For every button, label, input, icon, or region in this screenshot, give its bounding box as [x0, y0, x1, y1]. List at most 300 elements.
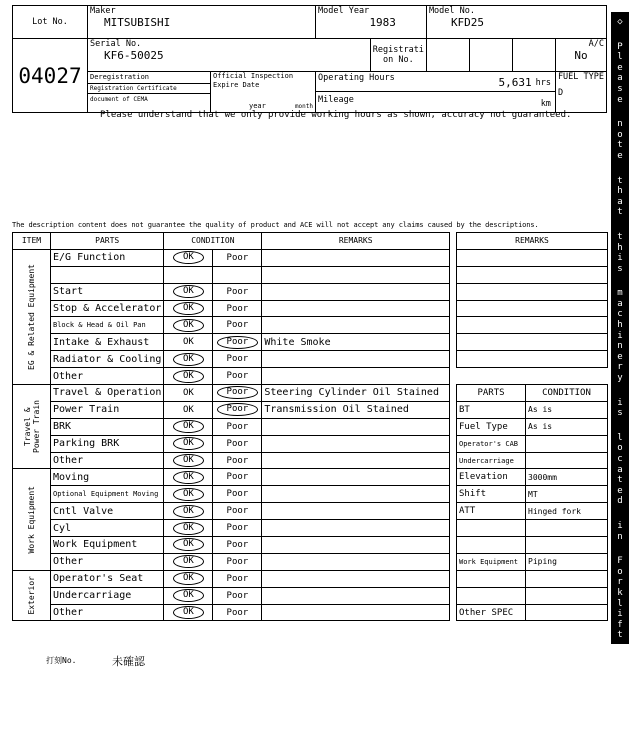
- remark-text: Steering Cylinder Oil Stained: [262, 385, 450, 402]
- ok-circled: OK: [173, 370, 204, 383]
- sidebar-char: l: [617, 598, 623, 609]
- model-year-cell: [316, 6, 427, 39]
- right-remarks-row: [457, 283, 608, 300]
- poor-option: Poor: [226, 489, 249, 500]
- ok-circled: OK: [173, 555, 204, 568]
- condition-ok-cell: [164, 553, 213, 570]
- condition-row: [13, 351, 450, 368]
- inspection-cell: [211, 72, 316, 113]
- operating-hours-value: 5,631: [498, 76, 532, 89]
- sidebar-char: ◇: [617, 743, 623, 754]
- poor-option: Poor: [226, 506, 249, 517]
- ok-option: OK: [182, 404, 194, 415]
- poor-option: Poor: [226, 590, 249, 601]
- poor-option: Poor: [226, 371, 249, 382]
- item-group-label: EG & Related Equipment: [27, 263, 36, 370]
- condition-row: [13, 334, 450, 351]
- spec-row: [457, 469, 608, 486]
- part-name: Intake & Exhaust: [51, 334, 164, 351]
- condition-ok-cell: [164, 368, 213, 385]
- condition-row: [13, 452, 450, 469]
- condition-ok-cell: [164, 486, 213, 503]
- right-remarks-row: [457, 266, 608, 283]
- part-name: Power Train: [51, 401, 164, 418]
- sidebar-char: n: [617, 341, 623, 352]
- condition-poor-cell: [213, 553, 262, 570]
- item-group-cell: [13, 249, 51, 384]
- registration-box-1: [426, 39, 469, 72]
- condition-ok-cell: [164, 266, 213, 283]
- registration-certificate-label: Registration Certificate: [88, 83, 210, 94]
- spec-part: Undercarriage: [457, 452, 526, 469]
- sidebar-char: [611, 104, 629, 118]
- condition-poor-cell: [213, 351, 262, 368]
- model-year-value: 1983: [369, 16, 396, 29]
- remark-text: Transmission Oil Stained: [262, 401, 450, 418]
- remark-text: [262, 587, 450, 604]
- sidebar-char: o: [617, 443, 623, 454]
- spec-part: BT: [457, 401, 526, 418]
- part-name: Start: [51, 283, 164, 300]
- sidebar-char: c: [617, 309, 623, 320]
- sidebar-char: s: [617, 83, 623, 94]
- condition-poor-cell: [213, 401, 262, 418]
- registration-box-3: [512, 39, 555, 72]
- ac-label: A/C: [588, 39, 604, 49]
- item-group-cell: [13, 469, 51, 570]
- sidebar-char: t: [617, 630, 623, 641]
- ok-circled: OK: [173, 538, 204, 551]
- ac-cell: [555, 39, 606, 72]
- sidebar-char: [611, 728, 629, 742]
- condition-ok-cell: [164, 385, 213, 402]
- ok-circled: OK: [173, 353, 204, 366]
- remark-text: White Smoke: [262, 334, 450, 351]
- part-name: Travel & Operation: [51, 385, 164, 402]
- part-name: Parking BRK: [51, 435, 164, 452]
- year-label: year: [249, 102, 266, 110]
- sidebar-char: e: [617, 94, 623, 105]
- ok-option: OK: [182, 387, 194, 398]
- remark-text: [262, 351, 450, 368]
- item-group-label: Exterior: [27, 576, 36, 615]
- lot-no-value: 04027: [13, 39, 88, 113]
- spec-row: [457, 587, 608, 604]
- sidebar-char: a: [617, 73, 623, 84]
- sidebar-char: i: [617, 520, 623, 531]
- ok-circled: OK: [173, 471, 204, 484]
- part-name: Stop & Accelerator: [51, 300, 164, 317]
- spec-row: [457, 418, 608, 435]
- part-name: Work Equipment: [51, 537, 164, 554]
- km-unit: km: [540, 99, 551, 109]
- sidebar-char: s: [617, 408, 623, 419]
- part-name: Cntl Valve: [51, 503, 164, 520]
- poor-option: Poor: [226, 354, 249, 365]
- condition-poor-cell: [213, 587, 262, 604]
- spec-row: [457, 486, 608, 503]
- hours-cell: [316, 72, 556, 113]
- condition-poor-cell: [213, 520, 262, 537]
- condition-row: [13, 435, 450, 452]
- spec-value: [526, 520, 608, 537]
- remark-text: [262, 503, 450, 520]
- condition-poor-cell: [213, 435, 262, 452]
- spec-value: [526, 435, 608, 452]
- spec-part: [457, 537, 526, 554]
- spec-value: As is: [526, 418, 608, 435]
- condition-ok-cell: [164, 469, 213, 486]
- condition-ok-cell: [164, 435, 213, 452]
- sidebar-char: a: [617, 665, 623, 676]
- sidebar-char: t: [617, 231, 623, 242]
- condition-poor-cell: [213, 604, 262, 621]
- registration-label: Registrati on No.: [370, 39, 426, 72]
- sidebar-char: t: [617, 475, 623, 486]
- ok-circled: OK: [173, 454, 204, 467]
- right-remarks-row: [457, 249, 608, 266]
- condition-ok-cell: [164, 452, 213, 469]
- spec-part: [457, 520, 526, 537]
- stamp-value: 未確認: [112, 655, 145, 668]
- sidebar-char: n: [617, 531, 623, 542]
- condition-rows: [13, 249, 450, 621]
- sidebar-char: l: [617, 432, 623, 443]
- spec-row: [457, 401, 608, 418]
- part-name: Moving: [51, 469, 164, 486]
- item-group-label: Work Equipment: [27, 485, 36, 554]
- spec-row: [457, 553, 608, 570]
- condition-row: [13, 553, 450, 570]
- spec-part: Shift: [457, 486, 526, 503]
- poor-option: Poor: [226, 573, 249, 584]
- poor-option: Poor: [226, 438, 249, 449]
- fuel-type-value: D: [557, 88, 564, 98]
- ok-circled: OK: [173, 522, 204, 535]
- parts-header: PARTS: [51, 233, 164, 250]
- condition-ok-cell: [164, 570, 213, 587]
- part-name: BRK: [51, 418, 164, 435]
- sidebar-char: t: [617, 207, 623, 218]
- registration-box-2: [469, 39, 512, 72]
- sidebar-char: a: [617, 298, 623, 309]
- remark-text: [262, 570, 450, 587]
- right-remarks-header: REMARKS: [457, 233, 608, 250]
- location-notice-vertical: [611, 12, 629, 753]
- condition-row: [13, 503, 450, 520]
- spec-value: 3000mm: [526, 469, 608, 486]
- part-name: [51, 266, 164, 283]
- maker-cell: [88, 6, 316, 39]
- sidebar-char: e: [617, 62, 623, 73]
- sidebar-char: [611, 541, 629, 555]
- spec-row: [457, 435, 608, 452]
- poor-circled: Poor: [217, 336, 259, 349]
- sidebar-char: t: [617, 175, 623, 186]
- vehicle-info-table: [12, 5, 607, 113]
- right-remarks-row: [457, 317, 608, 334]
- remark-text: [262, 604, 450, 621]
- item-group-cell: [13, 570, 51, 621]
- spec-value: [526, 604, 608, 621]
- remark-text: [262, 283, 450, 300]
- condition-poor-cell: [213, 503, 262, 520]
- condition-table: [12, 232, 450, 621]
- condition-ok-cell: [164, 317, 213, 334]
- poor-option: Poor: [226, 455, 249, 466]
- remark-text: [262, 537, 450, 554]
- condition-row: [13, 283, 450, 300]
- stamp-label: 打刻No.: [46, 656, 77, 665]
- spec-value: [526, 452, 608, 469]
- condition-ok-cell: [164, 334, 213, 351]
- maker-value: MITSUBISHI: [104, 16, 171, 29]
- sidebar-char: n: [617, 119, 623, 130]
- condition-row: [13, 587, 450, 604]
- ok-circled: OK: [173, 319, 204, 332]
- part-name: Other: [51, 368, 164, 385]
- deregistration-label: Deregistration: [90, 73, 150, 81]
- condition-row: [13, 249, 450, 266]
- sidebar-char: f: [617, 619, 623, 630]
- condition-poor-cell: [213, 317, 262, 334]
- condition-poor-cell: [213, 249, 262, 266]
- sidebar-char: [611, 217, 629, 231]
- condition-poor-cell: [213, 283, 262, 300]
- condition-row: [13, 570, 450, 587]
- poor-option: Poor: [226, 556, 249, 567]
- spec-row: [457, 570, 608, 587]
- ok-circled: OK: [173, 505, 204, 518]
- model-no-label: Model No.: [428, 6, 475, 16]
- condition-poor-cell: [213, 486, 262, 503]
- inspection-label: Official Inspection Expire Date: [213, 72, 294, 89]
- condition-ok-cell: [164, 300, 213, 317]
- sidebar-char: d: [617, 496, 623, 507]
- sidebar-char: P: [617, 654, 623, 665]
- poor-option: Poor: [226, 252, 249, 263]
- condition-row: [13, 537, 450, 554]
- condition-poor-cell: [213, 300, 262, 317]
- sidebar-char: [611, 161, 629, 175]
- condition-row: [13, 401, 450, 418]
- lot-no-label: Lot No.: [13, 6, 88, 39]
- condition-row: [13, 486, 450, 503]
- part-name: Optional Equipment Moving: [51, 486, 164, 503]
- spec-value: MT: [526, 486, 608, 503]
- condition-poor-cell: [213, 266, 262, 283]
- sidebar-char: c: [617, 454, 623, 464]
- model-no-cell: [426, 6, 606, 39]
- condition-poor-cell: [213, 452, 262, 469]
- spec-part: Operator's CAB: [457, 435, 526, 452]
- sidebar-char: i: [617, 609, 623, 620]
- location-sidebar: [611, 12, 629, 754]
- ok-circled: OK: [173, 589, 204, 602]
- spec-part: ATT: [457, 503, 526, 520]
- spec-row: [457, 520, 608, 537]
- condition-row: [13, 317, 450, 334]
- spec-row: [457, 604, 608, 621]
- ok-circled: OK: [173, 251, 204, 264]
- condition-row: [13, 300, 450, 317]
- sidebar-char: k: [617, 686, 623, 697]
- sidebar-char: e: [617, 150, 623, 161]
- sidebar-char: l: [617, 52, 623, 63]
- sidebar-char: e: [617, 351, 623, 362]
- spec-table: [456, 384, 608, 621]
- sidebar-char: h: [617, 186, 623, 197]
- sidebar-char: P: [617, 41, 623, 52]
- model-year-label: Model Year: [318, 6, 370, 16]
- ac-value: No: [574, 49, 588, 62]
- part-name: Other: [51, 452, 164, 469]
- spec-part: Other SPEC: [457, 604, 526, 621]
- condition-poor-cell: [213, 469, 262, 486]
- spec-part: [457, 587, 526, 604]
- remarks-header: REMARKS: [262, 233, 450, 250]
- sidebar-char: i: [617, 397, 623, 408]
- spec-parts-header: PARTS: [457, 385, 526, 402]
- deregistration-cell: [88, 72, 211, 113]
- spec-row: [457, 537, 608, 554]
- poor-option: Poor: [226, 523, 249, 534]
- remark-text: [262, 418, 450, 435]
- condition-ok-cell: [164, 587, 213, 604]
- fuel-type-label: FUEL TYPE: [557, 72, 604, 82]
- sidebar-char: a: [617, 464, 623, 475]
- fuel-type-cell: [555, 72, 606, 113]
- sidebar-char: [611, 27, 629, 41]
- sidebar-char: k: [617, 587, 623, 598]
- serial-no-label: Serial No.: [90, 39, 142, 49]
- sidebar-char: o: [617, 129, 623, 140]
- operating-hours-label: Operating Hours: [318, 73, 395, 83]
- sidebar-char: n: [617, 707, 623, 718]
- remark-text: [262, 317, 450, 334]
- part-name: E/G Function: [51, 249, 164, 266]
- condition-row: [13, 469, 450, 486]
- spec-value: [526, 537, 608, 554]
- condition-row: [13, 368, 450, 385]
- sidebar-char: y: [617, 373, 623, 384]
- condition-ok-cell: [164, 401, 213, 418]
- item-group-cell: [13, 385, 51, 469]
- condition-header: CONDITION: [164, 233, 262, 250]
- condition-poor-cell: [213, 570, 262, 587]
- poor-option: Poor: [226, 472, 249, 483]
- sidebar-char: h: [617, 242, 623, 253]
- condition-poor-cell: [213, 418, 262, 435]
- condition-row: [13, 604, 450, 621]
- remark-text: [262, 435, 450, 452]
- condition-poor-cell: [213, 385, 262, 402]
- sidebar-char: a: [617, 196, 623, 207]
- part-name: Other: [51, 604, 164, 621]
- sidebar-char: s: [617, 263, 623, 274]
- right-remarks-table: [456, 232, 608, 368]
- right-remarks-row: [457, 334, 608, 351]
- spec-rows: [457, 401, 608, 621]
- spec-value: Piping: [526, 553, 608, 570]
- sidebar-char: h: [617, 320, 623, 331]
- spec-value: [526, 587, 608, 604]
- serial-no-cell: [88, 39, 371, 72]
- condition-ok-cell: [164, 249, 213, 266]
- condition-row: [13, 520, 450, 537]
- sidebar-char: m: [617, 288, 623, 299]
- remark-text: [262, 368, 450, 385]
- spec-row: [457, 452, 608, 469]
- sidebar-char: i: [617, 330, 623, 341]
- part-name: Cyl: [51, 520, 164, 537]
- sidebar-char: r: [617, 577, 623, 588]
- sidebar-char: r: [617, 676, 623, 687]
- sidebar-char: t: [617, 140, 623, 151]
- right-remarks-row: [457, 300, 608, 317]
- condition-ok-cell: [164, 537, 213, 554]
- sidebar-char: [611, 418, 629, 432]
- condition-row: [13, 266, 450, 283]
- spec-condition-header: CONDITION: [526, 385, 608, 402]
- spec-row: [457, 503, 608, 520]
- hrs-unit: hrs: [535, 78, 551, 88]
- part-name: Undercarriage: [51, 587, 164, 604]
- spec-part: Elevation: [457, 469, 526, 486]
- maker-label: Maker: [90, 6, 116, 16]
- condition-poor-cell: [213, 368, 262, 385]
- poor-option: Poor: [226, 320, 249, 331]
- remark-text: [262, 249, 450, 266]
- condition-ok-cell: [164, 283, 213, 300]
- sidebar-char: o: [617, 566, 623, 577]
- part-name: Block & Head & Oil Pan: [51, 317, 164, 334]
- condition-row: [13, 385, 450, 402]
- poor-option: Poor: [226, 303, 249, 314]
- condition-ok-cell: [164, 520, 213, 537]
- item-header: ITEM: [13, 233, 51, 250]
- spec-part: [457, 570, 526, 587]
- condition-ok-cell: [164, 351, 213, 368]
- accuracy-notice: Please understand that we only provide working hours as shown, accuracy not guaranteed.: [100, 110, 572, 120]
- ok-circled: OK: [173, 420, 204, 433]
- condition-ok-cell: [164, 418, 213, 435]
- sidebar-char: r: [617, 362, 623, 373]
- spec-value: [526, 570, 608, 587]
- right-remarks-row: [457, 351, 608, 368]
- sidebar-char: [611, 506, 629, 520]
- condition-row: [13, 418, 450, 435]
- sidebar-char: [611, 640, 629, 654]
- sidebar-char: i: [617, 253, 623, 264]
- condition-ok-cell: [164, 604, 213, 621]
- part-name: Radiator & Cooling: [51, 351, 164, 368]
- sidebar-char: [611, 273, 629, 287]
- part-name: Operator's Seat: [51, 570, 164, 587]
- model-no-value: KFD25: [450, 16, 485, 29]
- ok-circled: OK: [173, 572, 204, 585]
- remark-text: [262, 486, 450, 503]
- ok-circled: OK: [173, 606, 204, 619]
- spec-value: Hinged fork: [526, 503, 608, 520]
- remark-text: [262, 553, 450, 570]
- spec-value: As is: [526, 401, 608, 418]
- remark-text: [262, 300, 450, 317]
- ok-circled: OK: [173, 285, 204, 298]
- remark-text: [262, 266, 450, 283]
- sidebar-char: i: [617, 697, 623, 708]
- ok-circled: OK: [173, 437, 204, 450]
